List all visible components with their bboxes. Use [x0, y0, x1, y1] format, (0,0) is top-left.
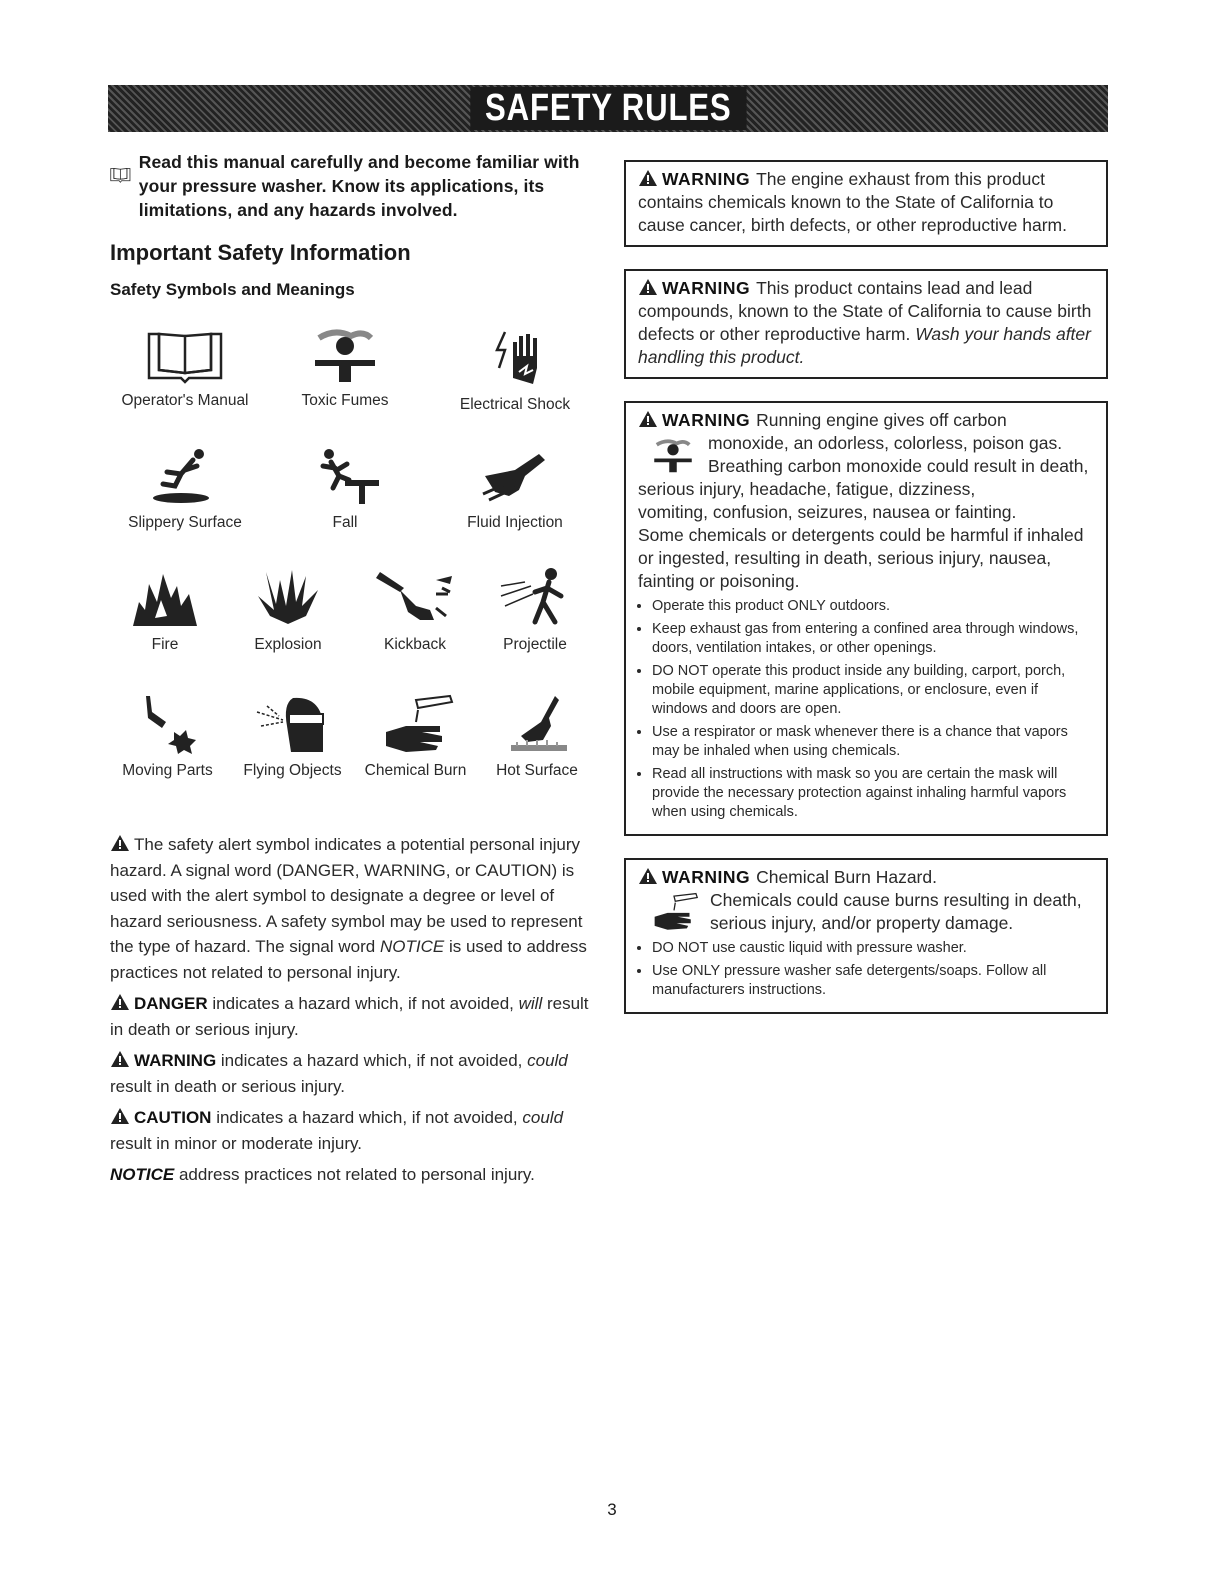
symbol-electrical-shock — [440, 328, 590, 414]
list-item: • Read all instructions with mask so you are certain the mask will provide the necessary protection against inhaling harmful vapors when using chemicals. — [652, 765, 1094, 822]
safety-alert-icon — [638, 169, 658, 187]
symbol-moving-parts — [110, 692, 225, 780]
symbol-label: Fire — [151, 636, 179, 653]
warning-signal-word: WARNING — [134, 1051, 217, 1070]
safety-alert-icon — [110, 993, 130, 1011]
list-item: • Keep exhaust gas from entering a confined area through windows, doors, ventilation intakes, or other openings. — [652, 620, 1094, 658]
warning-body — [638, 432, 1094, 501]
symbol-label: Chemical Burn — [364, 762, 467, 779]
chemical-burn-icon — [648, 891, 700, 931]
warning-signal-word: WARNING — [662, 867, 751, 887]
warning-signal-word: WARNING — [662, 278, 751, 298]
fire-icon — [125, 566, 205, 628]
projectile-icon — [495, 566, 575, 628]
safety-alert-icon — [110, 1107, 130, 1125]
left-column — [110, 150, 590, 1188]
danger-definition — [110, 991, 590, 1042]
symbol-label: Moving Parts — [122, 762, 213, 779]
page-number: 3 — [607, 1500, 617, 1519]
safety-alert-icon — [638, 410, 658, 428]
caution-emphasis: could — [522, 1108, 564, 1127]
warning-body — [638, 889, 1094, 935]
symbol-flying-objects — [235, 692, 350, 780]
intro-text: Read this manual carefully and become familiar with your pressure washer. Know its applications, its limitations, and any hazards involved. — [138, 152, 580, 220]
symbol-label: Slippery Surface — [128, 514, 242, 531]
symbol-label: Projectile — [503, 636, 567, 653]
warning-text: Chemicals could cause burns resulting in death, serious injury, and/or property damage. — [710, 890, 1082, 933]
warning-text: Some chemicals or detergents could be harmful if inhaled or ingested, resulting in death, serious injury, nausea, fainting or poisoning. — [638, 525, 1084, 591]
warning-text: This product contains lead and lead compounds, known to the State of California to cause birth defects or other reproductive harm. — [638, 278, 1092, 344]
list-item: • Operate this product ONLY outdoors. — [652, 597, 1094, 616]
warning-box-carbon-monoxide — [624, 401, 1108, 836]
symbol-label: Hot Surface — [496, 762, 578, 779]
notice-text: address practices not related to personal injury. — [178, 1165, 535, 1184]
caution-signal-word: CAUTION — [134, 1108, 212, 1127]
book-icon — [145, 328, 225, 384]
warning-emphasis: could — [527, 1051, 568, 1070]
title-banner — [108, 85, 1108, 132]
explanation-text-end: is used to address practices not related to personal injury. — [110, 937, 587, 982]
symbol-label: Toxic Fumes — [301, 392, 389, 409]
electrical-shock-icon — [475, 328, 555, 388]
notice-signal-word: NOTICE — [110, 1165, 175, 1184]
danger-emphasis: will — [518, 994, 543, 1013]
caution-text: indicates a hazard which, if not avoided, — [216, 1108, 518, 1127]
danger-text: indicates a hazard which, if not avoided, — [212, 994, 514, 1013]
symbol-projectile — [480, 566, 590, 654]
page-title: SAFETY RULES — [470, 87, 746, 130]
warning-text: indicates a hazard which, if not avoided, — [220, 1051, 523, 1070]
caution-definition — [110, 1105, 590, 1156]
symbol-label: Explosion — [254, 636, 322, 653]
section-title: Important Safety Information — [110, 240, 411, 265]
symbol-label: Kickback — [383, 636, 447, 653]
safety-alert-icon — [638, 278, 658, 296]
slippery-surface-icon — [145, 446, 225, 506]
warning-text: Chemical Burn Hazard. — [756, 867, 937, 887]
moving-parts-icon — [128, 692, 208, 754]
symbol-label: Flying Objects — [243, 762, 342, 779]
warning-box-lead — [624, 269, 1108, 379]
symbol-label: Fluid Injection — [467, 514, 563, 531]
caution-text-end: result in minor or moderate injury. — [110, 1133, 362, 1153]
list-item: • DO NOT use caustic liquid with pressure washer. — [652, 939, 1094, 958]
explanation-text: The safety alert symbol indicates a potential personal injury hazard. A signal word (DANGER, WARNING, or CAUTION) is used with the alert symbol to designate a degree or level of hazard seriousness. A safety symbol may be used to represent the type of hazard. The signal word — [110, 835, 583, 956]
subsection-title: Safety Symbols and Meanings — [110, 280, 355, 299]
warning-signal-word: WARNING — [662, 410, 751, 430]
safety-alert-icon — [110, 834, 130, 852]
right-column — [624, 160, 1108, 1036]
symbol-operators-manual — [110, 328, 260, 410]
warning-text: vomiting, confusion, seizures, nausea or fainting. — [638, 502, 1017, 522]
book-icon — [110, 154, 131, 196]
warning-emphasis: Wash your hands after handling this product. — [638, 324, 1091, 367]
warning-box-exhaust — [624, 160, 1108, 247]
notice-signal-word: NOTICE — [379, 937, 445, 956]
safety-alert-icon — [638, 867, 658, 885]
warning-definition — [110, 1048, 590, 1099]
warning-text: Running engine gives off carbon — [756, 410, 1007, 430]
warning-text-end: result in death or serious injury. — [110, 1076, 345, 1096]
symbol-hot-surface — [482, 692, 592, 780]
warning-signal-word: WARNING — [662, 169, 751, 189]
list-item: • DO NOT operate this product inside any building, carport, porch, mobile equipment, marine applications, or enclosure, even if windows and doors are open. — [652, 662, 1094, 719]
toxic-fumes-icon — [648, 434, 698, 478]
symbol-kickback — [355, 566, 475, 654]
symbol-fall — [280, 446, 410, 532]
toxic-fumes-icon — [305, 328, 385, 384]
warning-text: The engine exhaust from this product contains chemicals known to the State of California to cause cancer, birth defects, or other reproductive harm. — [638, 169, 1067, 235]
danger-signal-word: DANGER — [134, 994, 208, 1013]
fluid-injection-icon — [475, 446, 555, 506]
symbol-label: Fall — [332, 514, 358, 531]
symbol-label: Electrical Shock — [459, 396, 571, 413]
warning-bullets — [638, 939, 1094, 1000]
list-item: • Use a respirator or mask whenever there is a chance that vapors may be inhaled when using chemicals. — [652, 723, 1094, 761]
warning-bullets — [638, 597, 1094, 822]
symbol-chemical-burn — [358, 692, 473, 780]
symbol-toxic-fumes — [275, 328, 415, 410]
symbol-fluid-injection — [445, 446, 585, 532]
symbol-slippery-surface — [115, 446, 255, 532]
warning-box-chemical-burn — [624, 858, 1108, 1014]
intro — [110, 150, 590, 222]
chemical-burn-icon — [376, 692, 456, 754]
safety-alert-icon — [110, 1050, 130, 1068]
hot-surface-icon — [497, 692, 577, 754]
symbols-grid — [110, 308, 590, 828]
symbol-explosion — [228, 566, 348, 654]
notice-definition — [110, 1162, 590, 1188]
symbol-fire — [110, 566, 220, 654]
explosion-icon — [248, 566, 328, 628]
kickback-icon — [370, 566, 460, 628]
list-item: • Use ONLY pressure washer safe detergents/soaps. Follow all manufacturers instructions. — [652, 962, 1094, 1000]
symbol-label: Operator's Manual — [121, 392, 249, 409]
danger-text-end: result in death or serious injury. — [110, 994, 589, 1039]
warning-text: monoxide, an odorless, colorless, poison gas. Breathing carbon monoxide could result in death, serious injury, headache, fatigue, dizziness, — [638, 433, 1089, 499]
explanation-paragraph — [110, 832, 590, 985]
flying-objects-icon — [253, 692, 333, 754]
fall-icon — [305, 446, 385, 506]
